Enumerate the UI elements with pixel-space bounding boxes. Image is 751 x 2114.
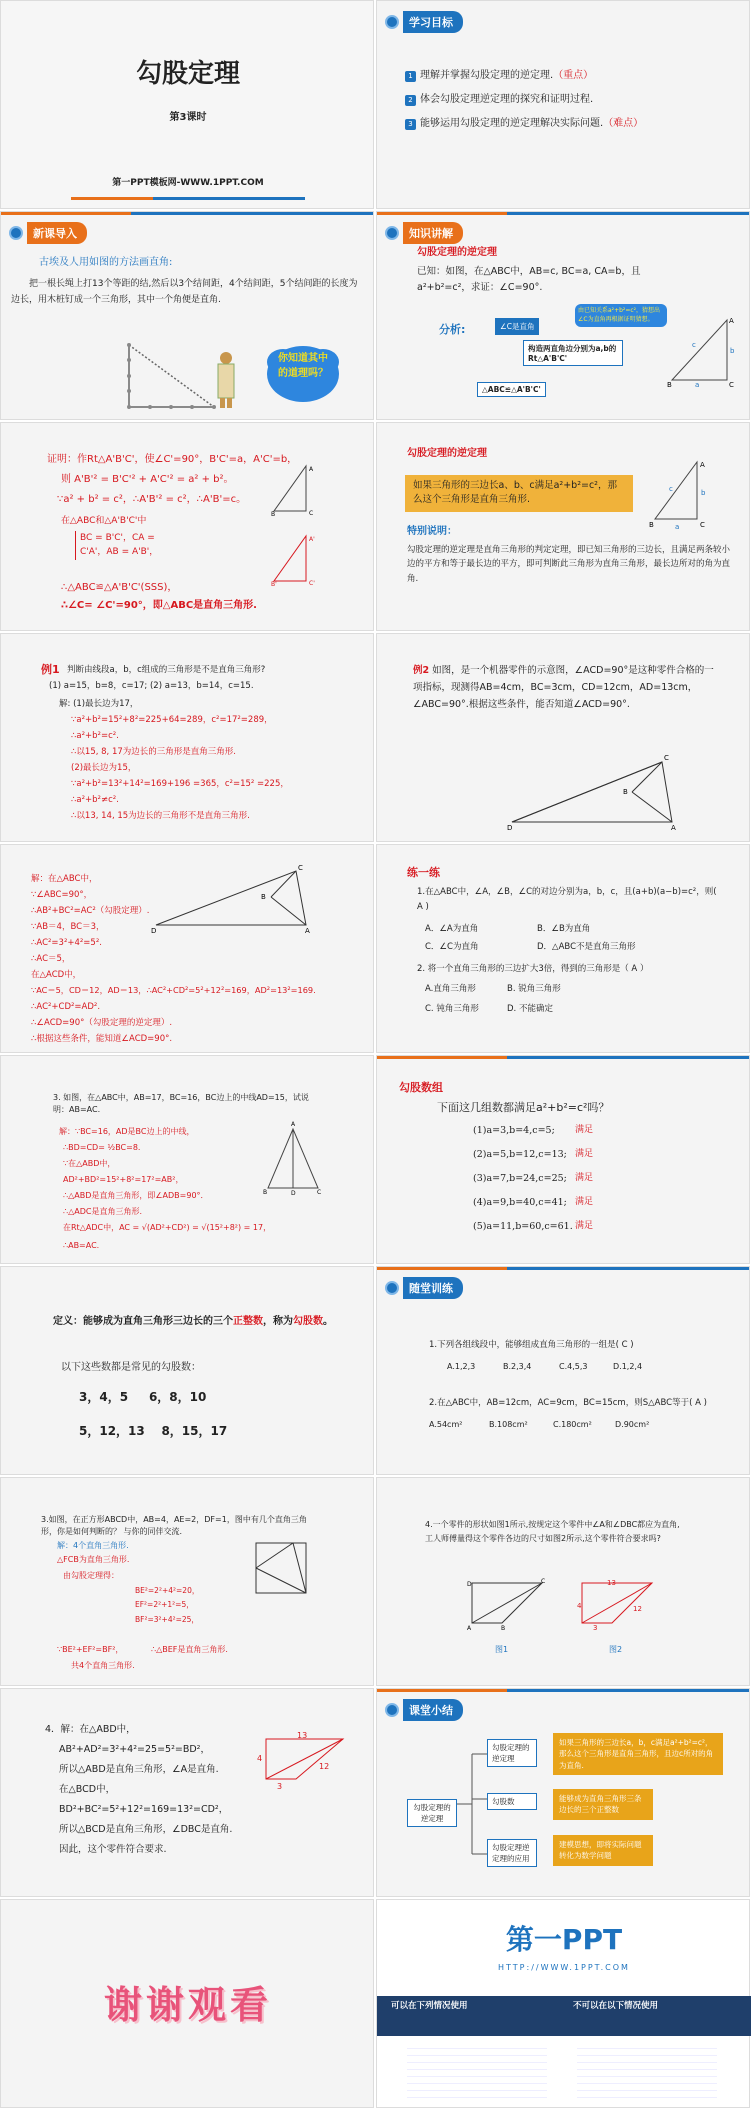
item-key-1: 勾股定理的逆定理: [487, 1739, 537, 1767]
sol-7: ∴AB=AC.: [63, 1241, 100, 1250]
q2-opt-a: A.54cm²: [429, 1420, 463, 1429]
parts: (1) a=15，b=8，c=17; (2) a=13，b=14，c=15.: [49, 681, 254, 691]
item-val-3: 建模思想，即将实际问题转化为数学问题: [553, 1835, 653, 1866]
row-4-result: 满足: [575, 1197, 594, 1207]
body: 把一根长绳上打13个等距的结,然后以3个结间距，4个结间距，5个结间距的长度为边长，用木桩钉成一个三角形，其中一个角便是直角.: [11, 279, 358, 306]
svg-text:c: c: [692, 341, 696, 349]
header-dot-icon: [385, 1281, 399, 1295]
sol-3: ∴以15, 8, 17为边长的三角形是直角三角形.: [71, 747, 236, 757]
q2: 2.在△ABC中，AB=12cm，AC=9cm，BC=15cm，则S△ABC等于( A ): [429, 1398, 707, 1408]
top-bar: [377, 1267, 749, 1270]
slide-10[interactable]: [376, 844, 750, 1053]
sol-4: ∴△BEF是直角三角形.: [151, 1645, 228, 1654]
root-box: 勾股定理的逆定理: [407, 1799, 457, 1827]
fig1-caption: 图1: [495, 1645, 509, 1654]
sol-2: ∴AB²+BC²=AC²（勾股定理）.: [31, 906, 150, 916]
row-1: (1)a=3,b=4,c=5;: [473, 1125, 555, 1136]
svg-text:D: D: [151, 927, 157, 935]
svg-text:a: a: [675, 523, 680, 531]
q1-opt-a: A.1,2,3: [447, 1362, 476, 1371]
header-dot-icon: [9, 226, 23, 240]
row-1-result: 满足: [575, 1125, 594, 1135]
row-2: 5，12，13 8，15，17: [79, 1424, 228, 1438]
header: [385, 1277, 463, 1299]
example-label: 例1: [41, 663, 60, 676]
svg-text:C': C': [309, 580, 315, 587]
box-congruent: △ABC≌△A'B'C': [477, 382, 546, 397]
common-label: 以下这些数都是常见的勾股数：: [61, 1362, 201, 1373]
svg-text:C: C: [298, 864, 303, 872]
question: 下面这几组数都满足a²+b²=c²吗？: [437, 1101, 610, 1114]
svg-text:a: a: [695, 381, 700, 389]
slide-2[interactable]: [376, 0, 750, 209]
slide-14[interactable]: [376, 1266, 750, 1475]
proof-line-3: ∵a² + b² = c²，∴A'B'² = c²，∴A'B'=c。: [57, 494, 247, 505]
cloud-text: 你知道其中的道理吗？: [278, 353, 328, 379]
triangle-abc-figure: [271, 463, 321, 518]
given: 已知：如图，在△ABC中，AB=c, BC=a, CA=b，且a²+b²=c²，求证：∠C=90°.: [417, 266, 641, 294]
proof-line-7: ∴∠C= ∠C'=90°，即△ABC是直角三角形.: [61, 600, 257, 611]
slide-18[interactable]: [376, 1688, 750, 1897]
row-5-result: 满足: [575, 1221, 594, 1231]
sol-4: BD²+BC²=5²+12²=169=13²=CD²，: [59, 1804, 229, 1815]
svg-text:3: 3: [277, 1782, 283, 1791]
svg-text:A: A: [305, 927, 310, 935]
header: [385, 1699, 463, 1721]
slide-13[interactable]: [0, 1266, 374, 1475]
sol-5: △FCB为直角三角形.: [57, 1555, 130, 1564]
q1: 1.下列各组线段中，能够组成直角三角形的一组是( C ): [429, 1340, 634, 1350]
row-5: (5)a=11,b=60,c=61.: [473, 1221, 573, 1232]
proof-line-2: 则 A'B'² = B'C'² + A'C'² = a² + b²。: [61, 474, 234, 485]
slide-20[interactable]: [376, 1899, 750, 2108]
svg-text:4: 4: [577, 1602, 582, 1610]
bracket-lines: [457, 1744, 487, 1864]
question: 例2 如图，是一个机器零件的示意图，∠ACD=90°是这种零件合格的一项指标，现测得AB=4cm，BC=3cm，CD=12cm，AD=13cm，∠ABC=90°.根据这些条件，能否知道∠ACD=90°.: [413, 665, 714, 711]
q1-opt-d: D．△ABC不是直角三角形: [537, 942, 636, 952]
slide-subtitle: 第3课时: [169, 112, 207, 123]
row-1: 3，4，5 6，8，10: [79, 1390, 207, 1404]
q2: 2. 将一个直角三角形的三边扩大3倍，得到的三角形是（ A ）: [417, 964, 649, 974]
q1-opt-d: D.1,2,4: [613, 1362, 643, 1371]
header: [9, 222, 87, 244]
sol-5: ∴△ADC是直角三角形.: [63, 1207, 143, 1216]
sol-3: ∵BE²+EF²=BF²，: [57, 1645, 124, 1654]
q2-opt-b: B.108cm²: [489, 1420, 528, 1429]
svg-text:A: A: [291, 1121, 296, 1128]
sol-4: ∴△ABD是直角三角形，即∠ADB=90°．: [63, 1191, 209, 1200]
row-3: (3)a=7,b=24,c=25;: [473, 1173, 567, 1184]
box-construct: 构造两直角边分别为a,b的Rt△A'B'C': [523, 340, 623, 366]
q1-opt-c: C.4,5,3: [559, 1362, 588, 1371]
slide-19[interactable]: [0, 1899, 374, 2108]
slide-8[interactable]: [376, 633, 750, 842]
definition: 定义：能够成为直角三角形三边长的三个正整数，称为勾股数。: [53, 1316, 333, 1327]
item-val-2: 能够成为直角三角形三条边长的三个正整数: [553, 1789, 653, 1820]
top-bar: [377, 1689, 749, 1692]
sol-0: 解：4个直角三角形.: [57, 1541, 129, 1550]
q2-opt-c: C. 钝角三角形: [425, 1004, 479, 1014]
footer-bar: [71, 197, 305, 200]
svg-text:B: B: [261, 893, 266, 901]
sol-4: ∴AC²=3²+4²=5².: [31, 938, 102, 948]
sol-6: 在△ACD中，: [31, 970, 82, 980]
sol-6: 共4个直角三角形.: [71, 1661, 135, 1670]
triangle-a1b1c1-figure: [271, 533, 321, 588]
thanks-text: 谢谢观看: [103, 1983, 272, 2027]
slide-11[interactable]: [0, 1055, 374, 1264]
bubble: 由已知关系a²+b²=c²，猜想出∠C为直角再根据证明猜想。: [575, 304, 667, 327]
proof-line-1: 证明：作Rt△A'B'C'，使∠C'=90°，B'C'=a，A'C'=b，: [47, 454, 298, 465]
machine-part-figure: [507, 752, 677, 832]
right-title: 不可以在以下情况使用: [573, 2001, 659, 2011]
note-title: 特别说明：: [407, 526, 457, 537]
svg-text:D: D: [467, 1581, 472, 1588]
sol-7: ∵AC＝5，CD＝12，AD＝13，∴AC²+CD²=5²+12²=169，AD²=13²=169.: [31, 985, 316, 995]
goal-3: 3 能够运用勾股定理的逆定理解决实际问题.（难点）: [405, 117, 643, 132]
sol-3: 在△BCD中，: [59, 1784, 116, 1795]
svg-text:b: b: [730, 347, 735, 355]
sol-7: ∴以13, 14, 15为边长的三角形不是直角三角形.: [71, 811, 250, 821]
sol-2: 所以△ABD是直角三角形，∠A是直角.: [59, 1764, 219, 1775]
svg-text:A: A: [309, 466, 314, 473]
sol-8: ∴AC²+CD²=AD².: [31, 1002, 101, 1012]
sol-3: AD²+BD²=15²+8²=17²=AB²，: [63, 1175, 184, 1184]
row-4: (4)a=9,b=40,c=41;: [473, 1197, 567, 1208]
machine-part-figure: [151, 863, 311, 938]
svg-text:4: 4: [257, 1754, 263, 1763]
sol-4: (2)最长边为15，: [71, 763, 137, 773]
q1: 1.在△ABC中，∠A，∠B，∠C的对边分别为a，b，c，且(a+b)(a−b)=c²，则( A ): [417, 887, 717, 913]
header: 练一练: [407, 866, 440, 879]
svg-text:B: B: [501, 1625, 506, 1632]
q1-opt-a: A．∠A为直角: [425, 924, 479, 934]
note: 勾股定理的逆定理是直角三角形的判定定理，即已知三角形的三边长，且满足两条较小边的平方和等于最长边的平方，即可判断此三角形为直角三角形，最长边所对的角为直角.: [407, 545, 731, 584]
header-label: 新课导入: [27, 222, 87, 244]
sol-6: 因此，这个零件符合要求.: [59, 1844, 167, 1855]
sol-9: ∴∠ACD=90°（勾股定理的逆定理）.: [31, 1018, 173, 1028]
q1-opt-c: C．∠C为直角: [425, 942, 479, 952]
square-abcd-figure: [251, 1538, 311, 1598]
sol-1: 由勾股定理得：: [63, 1571, 119, 1580]
goal-1: 1 理解并掌握勾股定理的逆定理.（重点）: [405, 69, 593, 84]
svg-text:C: C: [317, 1189, 322, 1196]
svg-text:13: 13: [607, 1579, 616, 1587]
analysis-label: 分析:: [439, 323, 466, 336]
header: [385, 222, 463, 244]
svg-text:C: C: [309, 510, 314, 517]
slide-footer: 第一PPT模板网-WWW.1PPT.COM: [112, 178, 264, 188]
row-3-result: 满足: [575, 1173, 594, 1183]
svg-text:C: C: [729, 381, 734, 389]
logo: 第一PPT: [505, 1923, 623, 1956]
slide-12[interactable]: [376, 1055, 750, 1264]
link-list-left: [407, 2042, 547, 2102]
svg-text:A: A: [700, 461, 705, 469]
svg-text:B': B': [271, 581, 277, 588]
sol-5: ∴AC＝5，: [31, 954, 71, 964]
lead: 古埃及人用如图的方法画直角:: [39, 257, 173, 268]
part-figure-2: [577, 1578, 657, 1638]
slide-3[interactable]: [0, 211, 374, 420]
subtitle: 勾股定理的逆定理: [417, 247, 497, 258]
goal-2: 2 体会勾股定理逆定理的探究和证明过程.: [405, 93, 593, 108]
sol-2: BE²=2²+4²=20，EF²=2²+1²=5，BF²=3²+4²=25，: [135, 1586, 200, 1624]
item-val-1: 如果三角形的三边长a，b，c满足a²+b²=c²，那么这个三角形是直角三角形，且边c所对的角为直角.: [553, 1733, 723, 1775]
slide-17[interactable]: [0, 1688, 374, 1897]
svg-text:A: A: [729, 317, 734, 325]
slide-4[interactable]: [376, 211, 750, 420]
proof-line-6: ∴△ABC≌△A'B'C'(SSS)，: [61, 582, 178, 593]
header-dot-icon: [385, 226, 399, 240]
part-figure-1: [467, 1578, 547, 1638]
triangle-abc-figure: [647, 457, 717, 532]
row-2-result: 满足: [575, 1149, 594, 1159]
sol-0: 解：在△ABC中，: [31, 874, 98, 884]
question: 3.如图，在正方形ABCD中，AB=4，AE=2，DF=1，图中有几个直角三角形，你是如何判断的？ 与你的同伴交流.: [41, 1515, 307, 1536]
slide-16[interactable]: [376, 1477, 750, 1686]
egyptian-figure-icon: [211, 350, 241, 410]
svg-text:13: 13: [297, 1731, 308, 1740]
subtitle: 勾股定理的逆定理: [407, 448, 487, 459]
sol-0: 解: (1)最长边为17，: [59, 699, 139, 709]
svg-text:A: A: [467, 1625, 472, 1632]
sol-2: ∵在△ABD中，: [63, 1159, 116, 1168]
q1-opt-b: B．∠B为直角: [537, 924, 591, 934]
proof-line-5: BC = B'C'，CA = C'A'，AB = A'B'，: [75, 531, 165, 560]
slide-title: 勾股定理: [135, 59, 240, 89]
header-label: 课堂小结: [403, 1699, 463, 1721]
proof-line-4: 在△ABC和△A'B'C'中: [61, 516, 147, 526]
sol-3: ∵AB＝4，BC＝3，: [31, 922, 105, 932]
svg-text:12: 12: [319, 1762, 330, 1771]
link-list-right: [577, 2042, 717, 2102]
part-figure-2: [251, 1731, 351, 1791]
q2-opt-c: C.180cm²: [553, 1420, 592, 1429]
svg-text:D: D: [291, 1190, 296, 1197]
svg-text:C: C: [700, 521, 705, 529]
sol-10: ∴根据这些条件，能知道∠ACD=90°.: [31, 1034, 173, 1044]
left-title: 可以在下列情况使用: [391, 2001, 468, 2011]
svg-text:A: A: [671, 824, 676, 832]
question: 3. 如图，在△ABC中，AB=17，BC=16，BC边上的中线AD=15，试说明：AB=AC.: [53, 1093, 309, 1114]
sol-1: ∵∠ABC=90°，: [31, 890, 93, 900]
svg-text:3: 3: [593, 1624, 598, 1632]
sol-2: ∴a²+b²=c².: [71, 731, 119, 741]
header-label: 学习目标: [403, 11, 463, 33]
q2-opt-b: B. 锐角三角形: [507, 984, 561, 994]
question: 判断由线段a，b，c组成的三角形是不是直角三角形?: [67, 665, 266, 675]
svg-text:D: D: [507, 824, 513, 832]
header-dot-icon: [385, 1703, 399, 1717]
sol-1: AB²+AD²=3²+4²=25=5²=BD²，: [59, 1744, 210, 1755]
header-label: 知识讲解: [403, 222, 463, 244]
top-bar: [377, 1056, 749, 1059]
svg-text:B: B: [649, 521, 654, 529]
item-key-2: 勾股数: [487, 1793, 537, 1810]
q2-opt-d: D.90cm²: [615, 1420, 650, 1429]
slide-6[interactable]: [376, 422, 750, 631]
svg-text:c: c: [669, 485, 673, 493]
svg-text:C: C: [541, 1578, 546, 1585]
svg-text:B: B: [623, 788, 628, 796]
sol-5: ∵a²+b²=13²+14²=169+196 =365，c²=15² =225，: [71, 779, 289, 789]
slide-1[interactable]: [0, 0, 374, 209]
slide-5[interactable]: [0, 422, 374, 631]
slide-9[interactable]: [0, 844, 374, 1053]
slide-15[interactable]: [0, 1477, 374, 1686]
sol-6: ∴a²+b²≠c².: [71, 795, 119, 805]
svg-text:A': A': [309, 536, 315, 543]
fig2-caption: 图2: [609, 1645, 623, 1654]
sol-5: 所以△BCD是直角三角形，∠DBC是直角.: [59, 1824, 233, 1835]
top-bar: [377, 212, 749, 215]
svg-text:B: B: [263, 1189, 268, 1196]
header: [385, 11, 463, 33]
slide-7[interactable]: [0, 633, 374, 842]
item-key-3: 勾股定理逆定理的应用: [487, 1839, 537, 1867]
sol-6: 在Rt△ADC中，AC = √(AD²+CD²) = √(15²+8²) = 17，: [63, 1223, 272, 1232]
q2-opt-d: D. 不能确定: [507, 1004, 553, 1014]
header-dot-icon: [385, 15, 399, 29]
logo-url: HTTP://WWW.1PPT.COM: [498, 1963, 630, 1972]
triangle-abc-median-figure: [263, 1121, 323, 1197]
box-angle-c: ∠C是直角: [495, 318, 539, 335]
top-bar: [1, 212, 373, 215]
triangle-abc-figure: [667, 315, 747, 390]
svg-text:C: C: [664, 754, 669, 762]
svg-text:b: b: [701, 489, 706, 497]
svg-text:B: B: [271, 511, 276, 518]
sol-1: ∴BD=CD= ½BC=8.: [63, 1143, 141, 1152]
header-label: 随堂训练: [403, 1277, 463, 1299]
q2-opt-a: A.直角三角形: [425, 984, 476, 994]
sol-1: ∵a²+b²=15²+8²=225+64=289，c²=17²=289，: [71, 715, 273, 725]
q1-opt-b: B.2,3,4: [503, 1362, 532, 1371]
theorem-box: 如果三角形的三边长a、b、c满足a²+b²=c²，那么这个三角形是直角三角形.: [405, 475, 633, 512]
svg-text:12: 12: [633, 1605, 642, 1613]
row-2: (2)a=5,b=12,c=13;: [473, 1149, 567, 1160]
header: 勾股数组: [399, 1081, 443, 1094]
question: 4.一个零件的形状如图1所示,按规定这个零件中∠A和∠DBC都应为直角,工人师傅量得这个零件各边的尺寸如图2所示,这个零件符合要求吗?: [425, 1520, 680, 1543]
sol-0: 解：∵BC=16，AD是BC边上的中线，: [59, 1127, 195, 1136]
sol-0: 4．解：在△ABD中，: [45, 1724, 136, 1735]
svg-text:B: B: [667, 381, 672, 389]
